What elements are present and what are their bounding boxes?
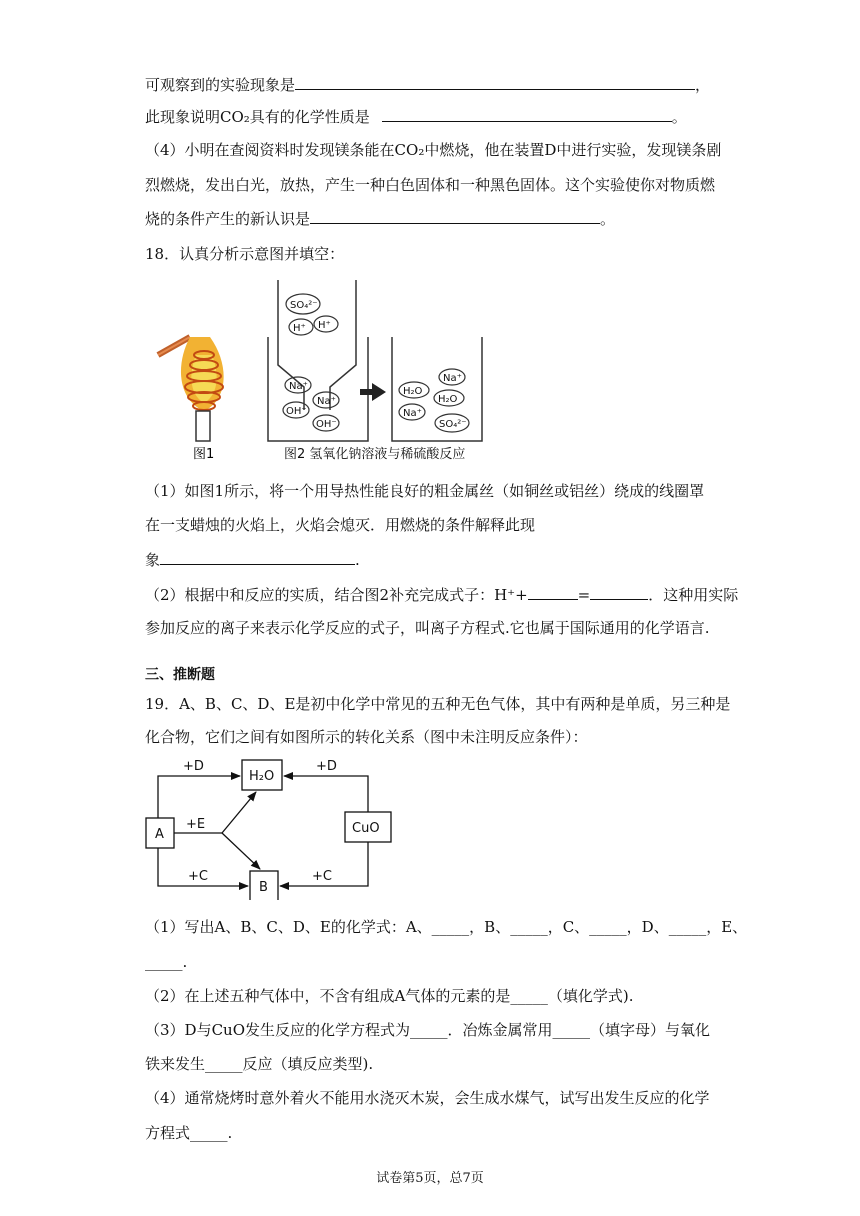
- q18-p1-line-1: （1）如图1所示，将一个用导热性能良好的粗金属丝（如铜丝或铝丝）绕成的线圈罩: [145, 482, 705, 500]
- fig1-caption: 图1: [193, 447, 215, 462]
- box-b-label: B: [259, 880, 268, 895]
- ion-na-1: Na⁺: [289, 381, 308, 392]
- q18-blank-3[interactable]: [590, 584, 648, 600]
- fig2-caption: 图2 氢氧化钠溶液与稀硫酸反应: [284, 447, 466, 462]
- q19-diagram: [0, 750, 860, 900]
- ions-left: [283, 377, 339, 431]
- label-e: +E: [186, 817, 206, 832]
- ion-h-1: H⁺: [293, 323, 306, 334]
- label-c-left: +C: [188, 869, 208, 884]
- ion-oh-1: OH⁻: [286, 406, 307, 417]
- q19-p4-line-1: （4）通常烧烤时意外着火不能用水浇灭木炭，会生成水煤气，试写出发生反应的化学: [145, 1089, 710, 1107]
- page-footer: 试卷第5页，总7页: [376, 1171, 484, 1186]
- q17-blank-3[interactable]: [310, 208, 600, 224]
- q18-title: 18．认真分析示意图并填空：: [145, 245, 345, 263]
- ions-right: [399, 369, 469, 432]
- q17-line-1: 可观察到的实验现象是 ，: [145, 76, 711, 94]
- q18-p1-line-2: 在一支蜡烛的火焰上，火焰会熄灭．用燃烧的条件解释此现: [145, 516, 536, 534]
- q17-blank-2[interactable]: [382, 106, 672, 122]
- q18-p1-line-3: 象 .: [145, 551, 360, 569]
- q19-line-1: 19．A、B、C、D、E是初中化学中常见的五种无色气体，其中有两种是单质，另三种是: [145, 695, 731, 713]
- q17-line-4: 烈燃烧，发出白光，放热，产生一种白色固体和一种黑色固体。这个实验使你对物质燃: [145, 176, 716, 194]
- label-c-right: +C: [312, 869, 332, 884]
- q18-blank-2[interactable]: [528, 584, 578, 600]
- label-d-left: +D: [183, 759, 204, 774]
- section-heading: 三、推断题: [145, 667, 215, 683]
- ion-oh-2: OH⁻: [316, 419, 337, 430]
- molecule-h2o-1: H₂O: [403, 386, 423, 397]
- q19-line-2: 化合物，它们之间有如图所示的转化关系（图中未注明反应条件）：: [145, 728, 588, 746]
- ion-na-4: Na⁺: [403, 408, 422, 419]
- q19-p2: （2）在上述五种气体中，不含有组成A气体的元素的是_____（填化学式).: [145, 987, 634, 1005]
- box-h2o-label: H₂O: [249, 769, 275, 784]
- box-a-label: A: [155, 827, 164, 842]
- q19-p3-line-1: （3）D与CuO发生反应的化学方程式为_____．冶炼金属常用_____（填字母）与氧化: [145, 1021, 711, 1039]
- q18-p2-line-2: 参加反应的离子来表示化学反应的式子，叫离子方程式.它也属于国际通用的化学语言.: [145, 619, 710, 637]
- q17-line-3: （4）小明在查阅资料时发现镁条能在CO₂中燃烧，他在装置D中进行实验，发现镁条剧: [145, 141, 722, 159]
- ion-na-3: Na⁺: [443, 373, 462, 384]
- q19-p4-line-2: 方程式_____.: [145, 1124, 233, 1142]
- q17-blank-1[interactable]: [295, 74, 695, 90]
- q18-figure: [0, 275, 860, 465]
- q19-p1-line-1: （1）写出A、B、C、D、E的化学式：A、_____，B、_____，C、_____，D、_____，E、: [145, 918, 748, 936]
- ion-h-2: H⁺: [318, 320, 331, 331]
- q17-line-5: 烧的条件产生的新认识是 。: [145, 210, 616, 228]
- ion-na-2: Na⁺: [317, 396, 336, 407]
- q17-text-2: 此现象说明CO₂具有的化学性质是: [145, 108, 370, 126]
- q19-p1-line-2: _____.: [145, 953, 188, 971]
- ions-top: [286, 294, 338, 335]
- q19-p3-line-2: 铁来发生_____反应（填反应类型).: [145, 1055, 374, 1073]
- q17-text-1: 可观察到的实验现象是: [145, 76, 296, 94]
- q18-p2-line-1: （2）根据中和反应的实质，结合图2补充完成式子：H⁺+ = ．这种用实际: [145, 586, 739, 604]
- candle-coil-illustration: [158, 337, 224, 462]
- q18-blank-1[interactable]: [160, 549, 355, 565]
- box-cuo-label: CuO: [352, 821, 380, 836]
- q17-line-2: 此现象说明CO₂具有的化学性质是 。: [145, 108, 687, 126]
- molecule-h2o-2: H₂O: [438, 394, 458, 405]
- ion-so4-top: SO₄²⁻: [290, 300, 318, 311]
- label-d-right: +D: [316, 759, 337, 774]
- ion-so4-right: SO₄²⁻: [439, 419, 467, 430]
